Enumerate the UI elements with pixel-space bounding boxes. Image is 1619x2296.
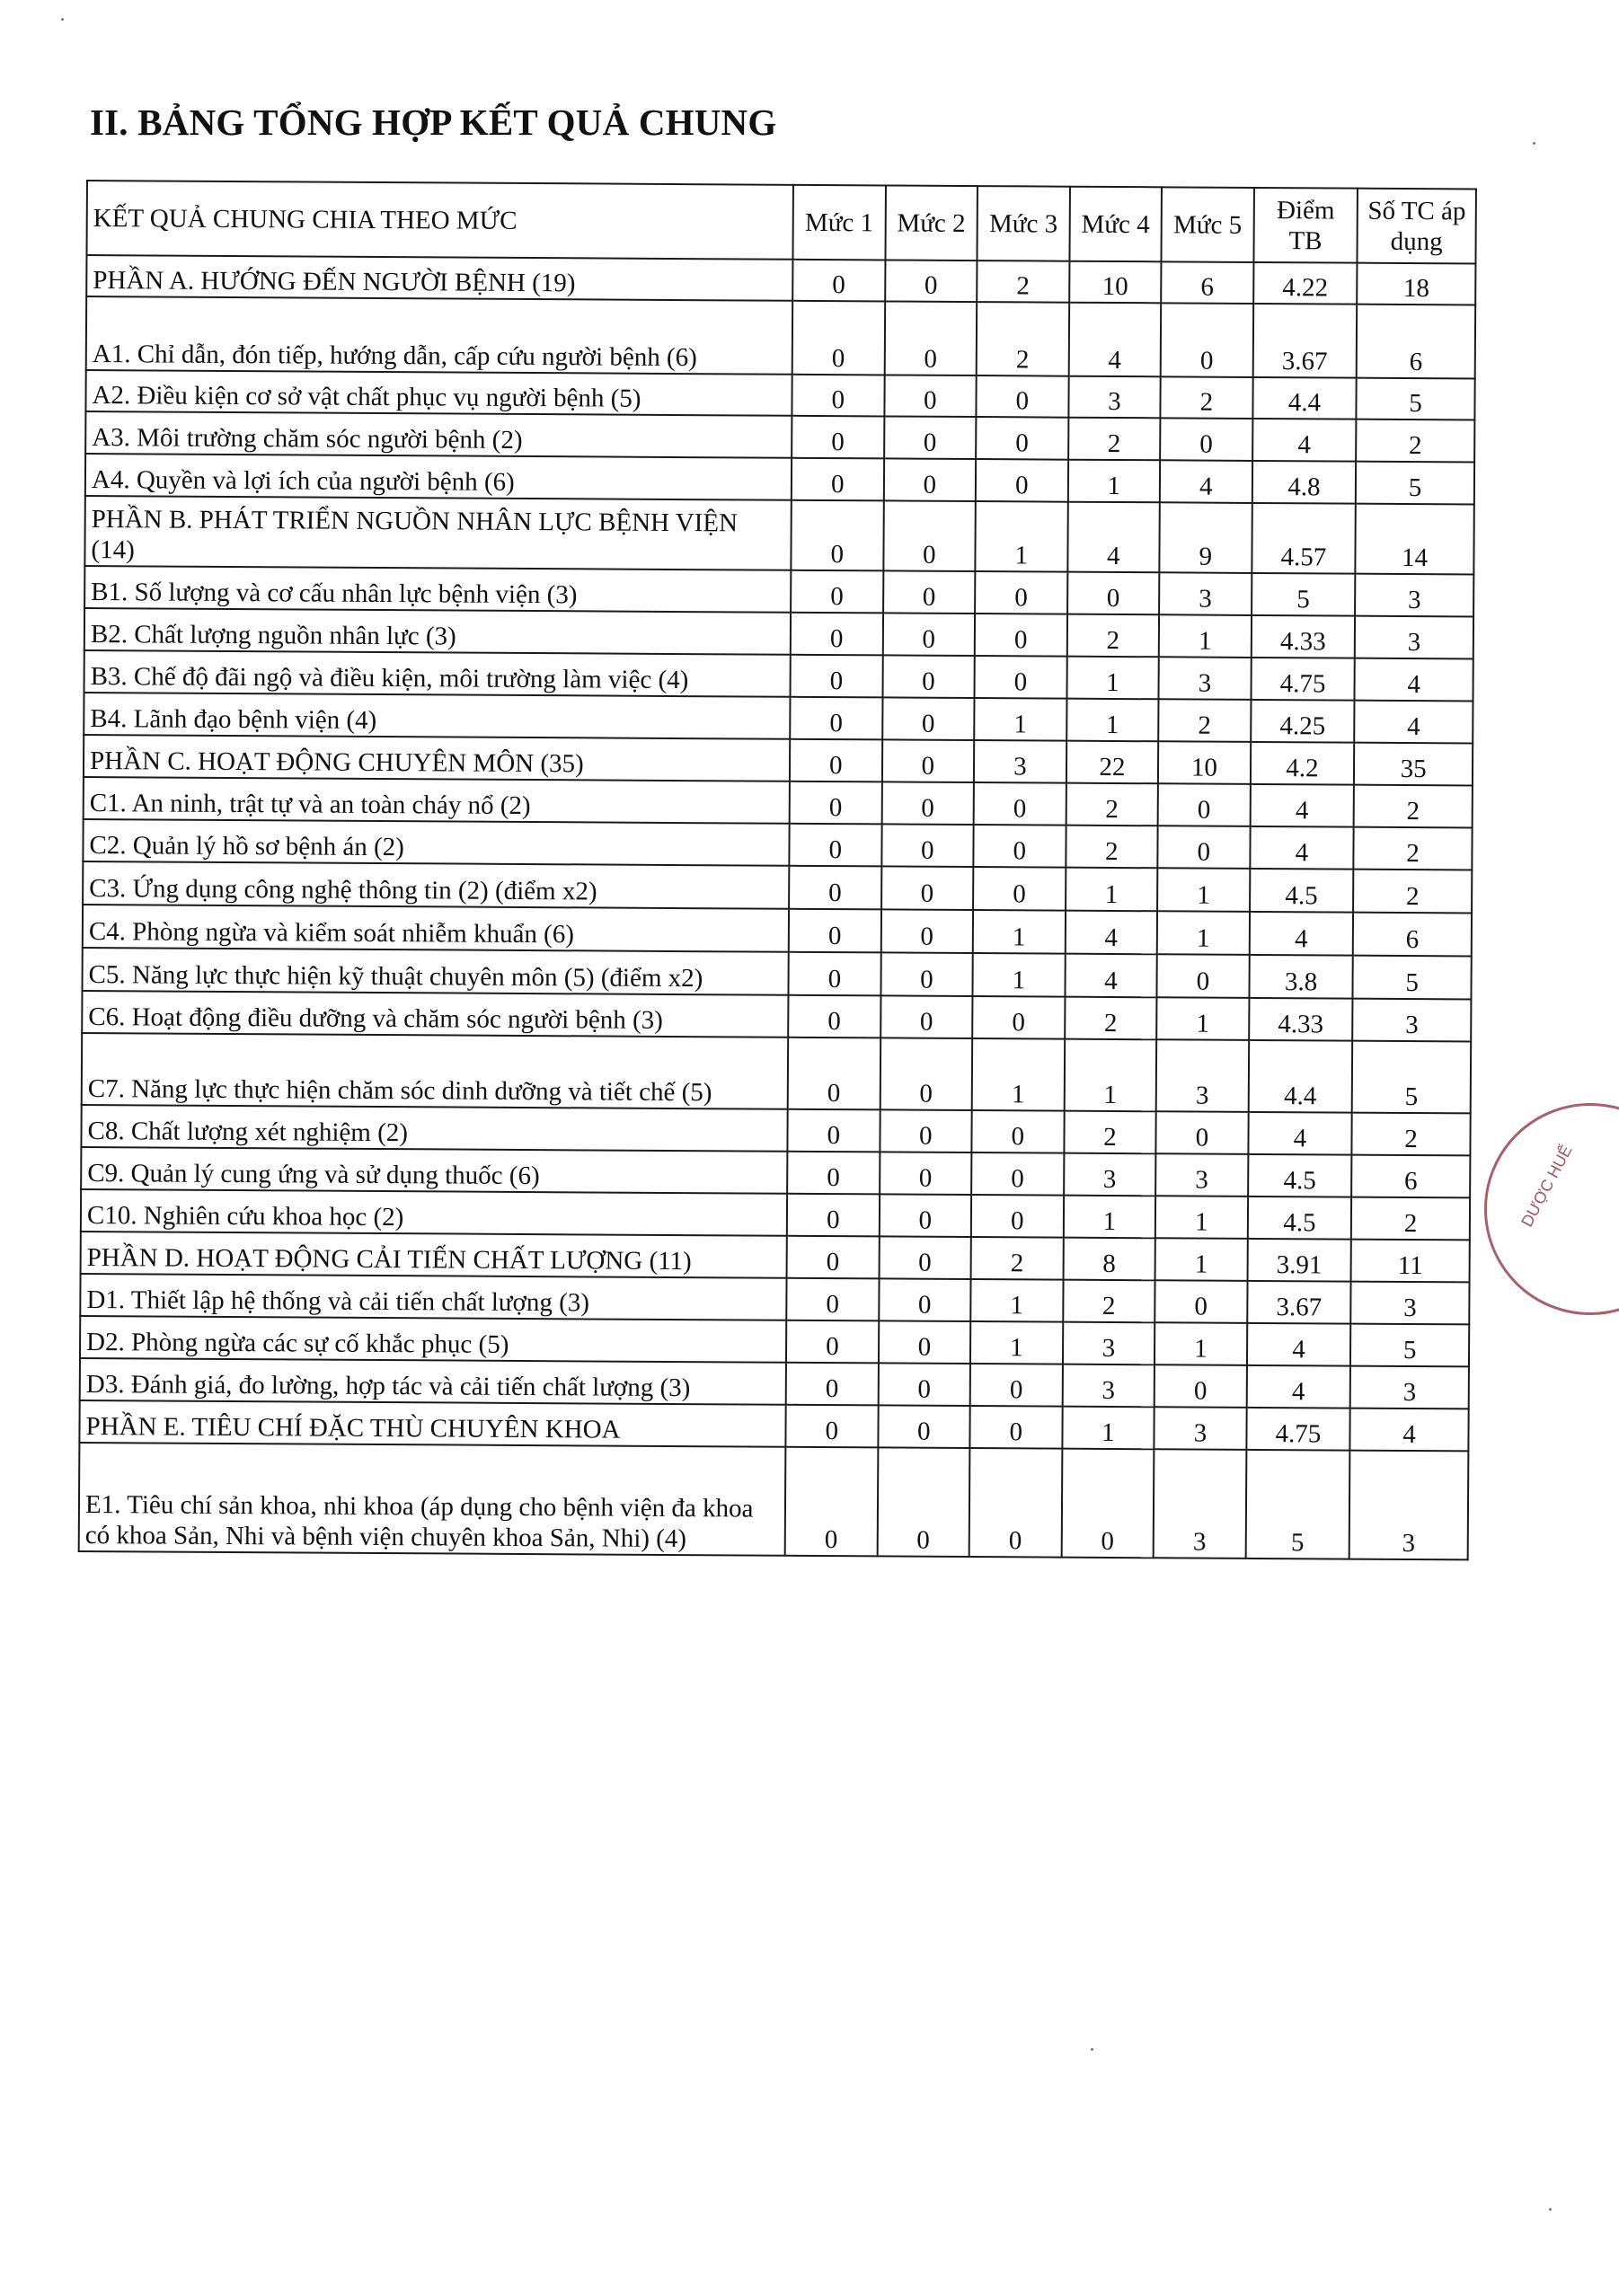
cell-level-5: 1 [1156,997,1249,1040]
header-level-1: Mức 1 [793,185,886,261]
cell-applied-criteria: 3 [1352,999,1471,1042]
cell-level-4: 4 [1067,502,1160,573]
cell-level-1: 0 [789,909,881,953]
cell-applied-criteria: 3 [1350,1282,1469,1325]
cell-level-3: 1 [974,698,1066,741]
cell-level-4: 2 [1068,418,1161,461]
cell-level-2: 0 [883,458,976,501]
cell-level-3: 0 [976,375,1068,418]
cell-level-2: 0 [881,782,974,825]
cell-level-5: 0 [1155,1280,1247,1323]
cell-level-2: 0 [880,909,973,953]
cell-level-2: 0 [881,824,974,867]
cell-level-4: 2 [1064,1111,1156,1154]
cell-level-5: 0 [1157,826,1250,869]
cell-level-4: 2 [1065,997,1157,1040]
cell-level-2: 0 [883,500,976,571]
cell-level-2: 0 [881,866,974,910]
row-category-name: PHẦN E. TIÊU CHÍ ĐẶC THÙ CHUYÊN KHOA [79,1400,785,1447]
row-category-name: C8. Chất lượng xét nghiệm (2) [81,1105,787,1152]
cell-level-4: 0 [1067,572,1160,615]
cell-level-1: 0 [789,952,881,996]
cell-level-2: 0 [885,260,978,302]
cell-average-score: 3.67 [1247,1281,1351,1324]
cell-level-4: 2 [1066,614,1159,658]
cell-level-2: 0 [884,301,977,375]
cell-level-2: 0 [880,995,973,1038]
cell-level-3: 0 [971,1195,1064,1238]
seal-stamp-text: DƯỢC HUẾ [1517,1142,1576,1231]
cell-level-2: 0 [883,570,976,614]
cell-level-5: 10 [1158,741,1251,784]
cell-level-1: 0 [791,613,883,656]
cell-level-5: 3 [1156,1039,1249,1112]
cell-level-3: 0 [970,1364,1063,1407]
cell-level-4: 3 [1064,1153,1156,1197]
cell-applied-criteria: 2 [1356,419,1474,463]
cell-applied-criteria: 3 [1350,1366,1469,1409]
cell-level-3: 0 [972,996,1065,1039]
cell-level-1: 0 [792,458,884,501]
cell-level-2: 0 [877,1447,969,1557]
cell-average-score: 4.33 [1251,615,1355,658]
cell-level-3: 2 [977,261,1069,303]
header-applied-criteria: Số TC áp dụng [1358,189,1476,264]
cell-level-2: 0 [882,655,975,698]
table-body [79,255,1476,1559]
cell-level-1: 0 [792,301,885,375]
cell-level-5: 1 [1155,1322,1247,1365]
cell-average-score: 4.75 [1246,1408,1350,1451]
cell-level-3: 2 [971,1237,1064,1280]
row-category-name: B4. Lãnh đạo bệnh viện (4) [84,693,790,739]
cell-applied-criteria: 5 [1350,1324,1469,1367]
cell-level-1: 0 [787,1109,880,1152]
cell-level-4: 22 [1066,741,1159,784]
cell-average-score: 4.5 [1247,1197,1351,1240]
cell-level-2: 0 [879,1320,971,1364]
cell-average-score: 4.75 [1251,658,1355,701]
cell-level-2: 0 [884,416,977,459]
cell-level-3: 0 [969,1448,1062,1558]
cell-level-1: 0 [788,1038,880,1110]
header-level-4: Mức 4 [1069,187,1162,262]
cell-average-score: 4 [1250,826,1354,870]
cell-level-1: 0 [790,697,882,740]
cell-applied-criteria: 2 [1353,870,1472,914]
cell-level-5: 1 [1155,1238,1248,1281]
row-category-name: B2. Chất lượng nguồn nhân lực (3) [84,608,791,655]
cell-level-4: 1 [1066,657,1159,700]
cell-level-1: 0 [785,1447,878,1557]
cell-level-2: 0 [879,1236,971,1279]
cell-average-score: 4 [1248,1112,1352,1155]
cell-level-4: 1 [1066,868,1158,912]
table-header-row [86,181,1475,263]
row-category-name: D2. Phòng ngừa các sự cố khắc phục (5) [80,1316,786,1363]
cell-applied-criteria: 2 [1351,1197,1470,1241]
cell-level-3: 0 [975,614,1067,657]
table-row [82,1033,1471,1113]
cell-average-score: 3.91 [1247,1239,1351,1282]
cell-level-5: 0 [1156,1111,1249,1154]
cell-applied-criteria: 6 [1351,1155,1470,1198]
cell-level-5: 0 [1158,783,1251,826]
cell-average-score: 4.8 [1252,461,1356,504]
header-level-3: Mức 3 [978,186,1070,261]
row-category-name: D3. Đánh giá, đo lường, hợp tác và cải tiến chất lượng (3) [80,1358,786,1405]
row-category-name: B1. Số lượng và cơ cấu nhân lực bệnh viện (3) [84,566,791,613]
cell-average-score: 4.4 [1252,377,1357,419]
cell-level-3: 1 [970,1321,1063,1364]
table-row [79,1443,1469,1559]
cell-level-3: 1 [973,910,1066,954]
cell-level-1: 0 [791,655,883,698]
cell-level-1: 0 [787,1236,880,1279]
cell-level-3: 0 [975,571,1067,614]
cell-applied-criteria: 3 [1349,1451,1469,1560]
row-category-name: C10. Nghiên cứu khoa học (2) [81,1189,787,1236]
row-category-name: C3. Ứng dụng công nghệ thông tin (2) (điểm x2) [83,861,789,909]
cell-level-4: 8 [1063,1238,1155,1281]
cell-level-5: 3 [1155,1407,1247,1450]
cell-level-4: 1 [1062,1407,1155,1450]
cell-level-2: 0 [880,1038,972,1110]
cell-level-1: 0 [789,824,881,867]
cell-applied-criteria: 11 [1351,1240,1470,1283]
cell-level-4: 4 [1065,954,1157,998]
header-average-score: Điểm TB [1253,188,1358,263]
cell-level-3: 0 [974,782,1066,826]
cell-average-score: 4 [1250,784,1354,827]
cell-level-4: 4 [1068,303,1161,377]
cell-applied-criteria: 5 [1357,378,1475,420]
cell-average-score: 3.8 [1249,955,1353,999]
cell-level-2: 0 [880,1152,972,1195]
cell-level-3: 0 [975,656,1067,699]
row-category-name: C9. Quản lý cung ứng và sử dụng thuốc (6) [81,1147,787,1194]
cell-level-5: 3 [1154,1449,1246,1559]
cell-applied-criteria: 5 [1352,1041,1471,1114]
cell-level-2: 0 [880,952,973,996]
cell-applied-criteria: 6 [1353,913,1472,957]
header-level-5: Mức 5 [1162,187,1254,262]
cell-average-score: 4.25 [1251,700,1355,743]
cell-level-2: 0 [879,1194,971,1237]
row-category-name: PHẦN D. HOẠT ĐỘNG CẢI TIẾN CHẤT LƯỢNG (11) [81,1232,787,1278]
cell-level-1: 0 [791,500,883,571]
row-category-name: E1. Tiêu chí sản khoa, nhi khoa (áp dụng cho bệnh viện đa khoa có khoa Sản, Nhi và bệnh viện chuyên khoa Sản, Nhi) (4) [79,1443,786,1556]
cell-level-5: 0 [1157,954,1250,998]
cell-level-3: 2 [977,302,1069,376]
cell-average-score: 4.5 [1248,1154,1352,1197]
cell-level-5: 1 [1157,911,1250,955]
cell-average-score: 4 [1247,1323,1351,1366]
cell-level-1: 0 [788,995,880,1038]
cell-level-3: 0 [969,1406,1062,1449]
cell-level-2: 0 [882,613,975,656]
scan-speck [61,18,64,21]
cell-applied-criteria: 14 [1356,504,1474,575]
row-category-name: A4. Quyền và lợi ích của người bệnh (6) [85,454,792,500]
cell-applied-criteria: 3 [1355,574,1473,617]
row-category-name: C7. Năng lực thực hiện chăm sóc dinh dưỡng và tiết chế (5) [82,1033,789,1109]
cell-level-2: 0 [878,1405,970,1448]
cell-average-score: 4 [1252,419,1357,462]
cell-level-5: 2 [1158,699,1251,742]
cell-applied-criteria: 5 [1356,462,1474,505]
cell-level-3: 1 [972,1038,1065,1111]
cell-average-score: 4 [1246,1365,1350,1409]
cell-level-5: 3 [1159,572,1252,615]
cell-level-5: 0 [1160,418,1252,461]
cell-level-3: 3 [974,740,1066,783]
cell-average-score: 5 [1252,573,1356,616]
table-row [84,496,1473,574]
cell-level-3: 0 [971,1110,1064,1153]
cell-level-1: 0 [786,1320,879,1364]
cell-level-5: 2 [1161,376,1253,419]
cell-level-4: 1 [1064,1039,1156,1112]
header-level-2: Mức 2 [885,185,978,261]
header-category: KẾT QUẢ CHUNG CHIA THEO MỨC [86,181,793,260]
cell-applied-criteria: 2 [1354,785,1473,828]
cell-level-3: 1 [970,1279,1063,1322]
cell-level-2: 0 [880,1109,972,1152]
seal-stamp [1484,1103,1619,1315]
scan-speck [1533,142,1535,145]
cell-average-score: 3.67 [1252,304,1357,378]
cell-applied-criteria: 6 [1357,305,1475,379]
cell-applied-criteria: 4 [1355,658,1473,702]
row-category-name: A1. Chỉ dẫn, đón tiếp, hướng dẫn, cấp cứu người bệnh (6) [86,296,793,375]
row-category-name: C1. An ninh, trật tự và an toàn cháy nổ (2) [84,777,790,824]
summary-table [78,180,1477,1560]
cell-level-3: 0 [973,825,1066,868]
cell-level-5: 1 [1159,614,1252,658]
cell-level-1: 0 [792,260,885,302]
row-category-name: C5. Năng lực thực hiện kỹ thuật chuyên môn (5) (điểm x2) [82,948,788,995]
cell-level-3: 1 [973,953,1066,997]
cell-level-4: 3 [1062,1364,1155,1408]
row-category-name: C2. Quản lý hồ sơ bệnh án (2) [83,819,789,866]
cell-level-4: 2 [1066,826,1158,869]
cell-level-5: 9 [1159,502,1252,573]
cell-level-4: 1 [1067,460,1160,503]
row-category-name: B3. Chế độ đãi ngộ và điều kiện, môi trường làm việc (4) [84,650,791,697]
cell-level-3: 1 [975,501,1067,572]
row-category-name: PHẦN C. HOẠT ĐỘNG CHUYÊN MÔN (35) [84,735,790,782]
cell-level-1: 0 [792,416,884,459]
cell-applied-criteria: 5 [1353,956,1472,1000]
cell-level-5: 1 [1155,1196,1248,1239]
row-category-name: PHẦN A. HƯỚNG ĐẾN NGƯỜI BỆNH (19) [86,255,792,301]
page-title: II. BẢNG TỔNG HỢP KẾT QUẢ CHUNG [90,102,777,143]
scan-speck [1549,2208,1552,2211]
cell-level-4: 10 [1069,261,1162,304]
cell-level-1: 0 [789,866,881,910]
cell-level-5: 4 [1160,460,1252,503]
cell-level-1: 0 [786,1278,879,1321]
cell-average-score: 4.33 [1249,998,1353,1041]
cell-level-4: 1 [1063,1196,1155,1239]
row-category-name: C6. Hoạt động điều dưỡng và chăm sóc người bệnh (3) [82,991,788,1038]
cell-average-score: 5 [1245,1450,1349,1559]
cell-average-score: 4.22 [1253,262,1358,305]
cell-level-3: 0 [976,459,1068,502]
cell-level-4: 1 [1066,699,1159,742]
row-category-name: D1. Thiết lập hệ thống và cải tiến chất lượng (3) [80,1274,786,1320]
cell-level-1: 0 [786,1363,879,1406]
cell-level-5: 0 [1161,303,1253,377]
cell-level-2: 0 [878,1363,970,1406]
table-row [86,296,1475,378]
cell-level-4: 4 [1065,911,1157,955]
cell-average-score: 4.4 [1248,1040,1352,1113]
cell-level-1: 0 [785,1405,878,1448]
cell-level-3: 0 [971,1152,1064,1196]
cell-applied-criteria: 4 [1354,701,1473,744]
cell-applied-criteria: 4 [1350,1409,1469,1452]
cell-level-1: 0 [787,1152,880,1195]
cell-level-2: 0 [879,1278,971,1321]
cell-level-5: 3 [1155,1153,1248,1197]
cell-level-4: 3 [1063,1322,1155,1365]
cell-level-2: 0 [884,375,977,417]
cell-level-1: 0 [791,570,883,614]
cell-applied-criteria: 3 [1355,616,1473,659]
row-category-name: PHẦN B. PHÁT TRIỂN NGUỒN NHÂN LỰC BỆNH VIỆN (14) [84,496,792,570]
cell-level-1: 0 [790,739,882,782]
cell-level-4: 3 [1068,376,1161,419]
cell-level-5: 3 [1159,657,1252,700]
cell-level-1: 0 [787,1194,880,1237]
cell-level-4: 2 [1066,783,1158,826]
cell-average-score: 4.2 [1251,742,1355,785]
cell-level-5: 1 [1157,868,1250,912]
cell-applied-criteria: 2 [1354,827,1473,870]
cell-level-5: 6 [1161,261,1253,304]
cell-applied-criteria: 2 [1352,1113,1471,1156]
row-category-name: A3. Môi trường chăm sóc người bệnh (2) [85,411,792,458]
cell-level-3: 0 [976,417,1068,460]
cell-average-score: 4.57 [1252,503,1356,574]
cell-average-score: 4.5 [1250,869,1354,913]
cell-level-3: 0 [973,867,1066,911]
cell-level-1: 0 [792,375,884,417]
cell-level-2: 0 [881,739,974,782]
row-category-name: C4. Phòng ngừa và kiểm soát nhiễm khuẩn (6) [83,905,789,952]
cell-average-score: 4 [1249,912,1353,956]
cell-level-4: 0 [1061,1449,1154,1559]
cell-level-5: 0 [1155,1364,1247,1408]
cell-level-2: 0 [882,697,975,740]
cell-applied-criteria: 18 [1357,263,1475,305]
cell-level-1: 0 [790,782,882,825]
cell-level-4: 2 [1063,1280,1155,1323]
scan-speck [1091,2048,1093,2051]
row-category-name: A2. Điều kiện cơ sở vật chất phục vụ người bệnh (5) [85,370,792,416]
cell-applied-criteria: 35 [1354,743,1473,786]
